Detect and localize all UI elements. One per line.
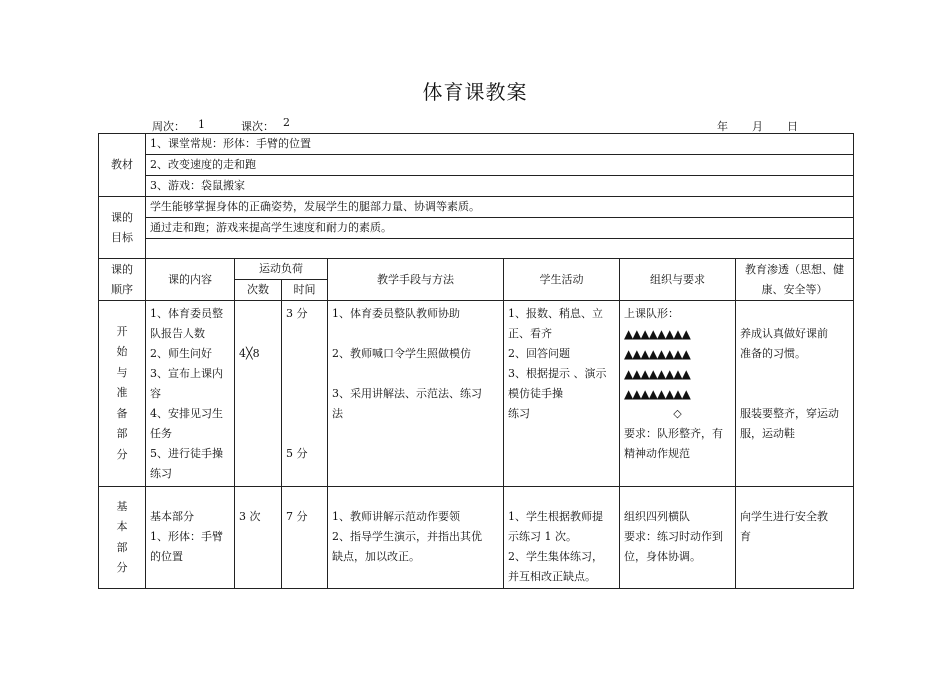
section2-education: 向学生进行安全教 育: [736, 487, 854, 589]
goal-empty-row: [146, 239, 854, 259]
section2-methods: 1、教师讲解示范动作要领 2、指导学生演示，并指出其优 缺点，加以改正。: [328, 487, 504, 589]
header-education: 教育渗透（思想、健康、安全等）: [736, 259, 854, 301]
section1-count: 4╳8: [235, 301, 282, 487]
section1-student: 1、报数、稍息、立 正、看齐 2、回答问题 3、根据提示 、演示 模仿徒手操 练习: [504, 301, 620, 487]
day-label: 日: [787, 120, 798, 133]
header-time: 时间: [282, 280, 328, 301]
header-load: 运动负荷: [235, 259, 328, 280]
header-student: 学生活动: [504, 259, 620, 301]
section1-methods: 1、体育委员整队教师协助 2、教师喊口令学生照做模仿 3、采用讲解法、示范法、练习 法: [328, 301, 504, 487]
header-count: 次数: [235, 280, 282, 301]
lesson-label: 课次：: [241, 120, 274, 133]
lesson-value: 2: [283, 116, 290, 129]
formation-row: ▲▲▲▲▲▲▲▲: [624, 347, 690, 361]
week-label: 周次：: [152, 120, 185, 133]
header-organize: 组织与要求: [620, 259, 736, 301]
header-content: 课的内容: [146, 259, 235, 301]
section1-order: 开 始 与 准 备 部 分: [99, 301, 146, 487]
section2-content: 基本部分 1、形体：手臂 的位置: [146, 487, 235, 589]
teacher-diamond-icon: ◇: [673, 407, 682, 420]
section1-content: 1、体育委员整 队报告人数 2、师生问好 3、宣布上课内 容 4、安排见习生 任务 5、进行徒手操 练习: [146, 301, 235, 487]
formation-row: ▲▲▲▲▲▲▲▲: [624, 367, 690, 381]
lesson-plan-table: [98, 133, 854, 589]
year-label: 年: [717, 120, 728, 133]
material-item: 2、改变速度的走和跑: [146, 155, 854, 176]
goal-item: 通过走和跑；游戏来提高学生速度和耐力的素质。: [146, 218, 854, 239]
week-value: 1: [198, 118, 205, 131]
section1-education: 养成认真做好课前 准备的习惯。 服装要整齐，穿运动 服，运动鞋: [736, 301, 854, 487]
formation-row: ▲▲▲▲▲▲▲▲: [624, 387, 690, 401]
section1-time: 3 分 5 分: [282, 301, 328, 487]
section2-student: 1、学生根据教师提 示练习 1 次。 2、学生集体练习， 并互相改正缺点。: [504, 487, 620, 589]
month-label: 月: [752, 120, 763, 133]
page-title: 体育课教案: [422, 80, 528, 104]
header-methods: 教学手段与方法: [328, 259, 504, 301]
material-item: 1、课堂常规：形体：手臂的位置: [146, 134, 854, 155]
header-order: 课的 顺序: [99, 259, 146, 301]
material-label: 教材: [99, 134, 146, 197]
section2-count: 3 次: [235, 487, 282, 589]
goal-label: 课的 目标: [99, 197, 146, 259]
section2-order: 基 本 部 分: [99, 487, 146, 589]
goal-item: 学生能够掌握身体的正确姿势，发展学生的腿部力量、协调等素质。: [146, 197, 854, 218]
formation-row: ▲▲▲▲▲▲▲▲: [624, 327, 690, 341]
material-item: 3、游戏：袋鼠搬家: [146, 176, 854, 197]
section2-organize: 组织四列横队 要求：练习时动作到 位，身体协调。: [620, 487, 736, 589]
section2-time: 7 分: [282, 487, 328, 589]
section1-organize: 上课队形： ▲▲▲▲▲▲▲▲ ▲▲▲▲▲▲▲▲ ▲▲▲▲▲▲▲▲ ▲▲▲▲▲▲▲▲ ◇ 要求：队形整齐，有 精神动作规范: [620, 301, 736, 487]
